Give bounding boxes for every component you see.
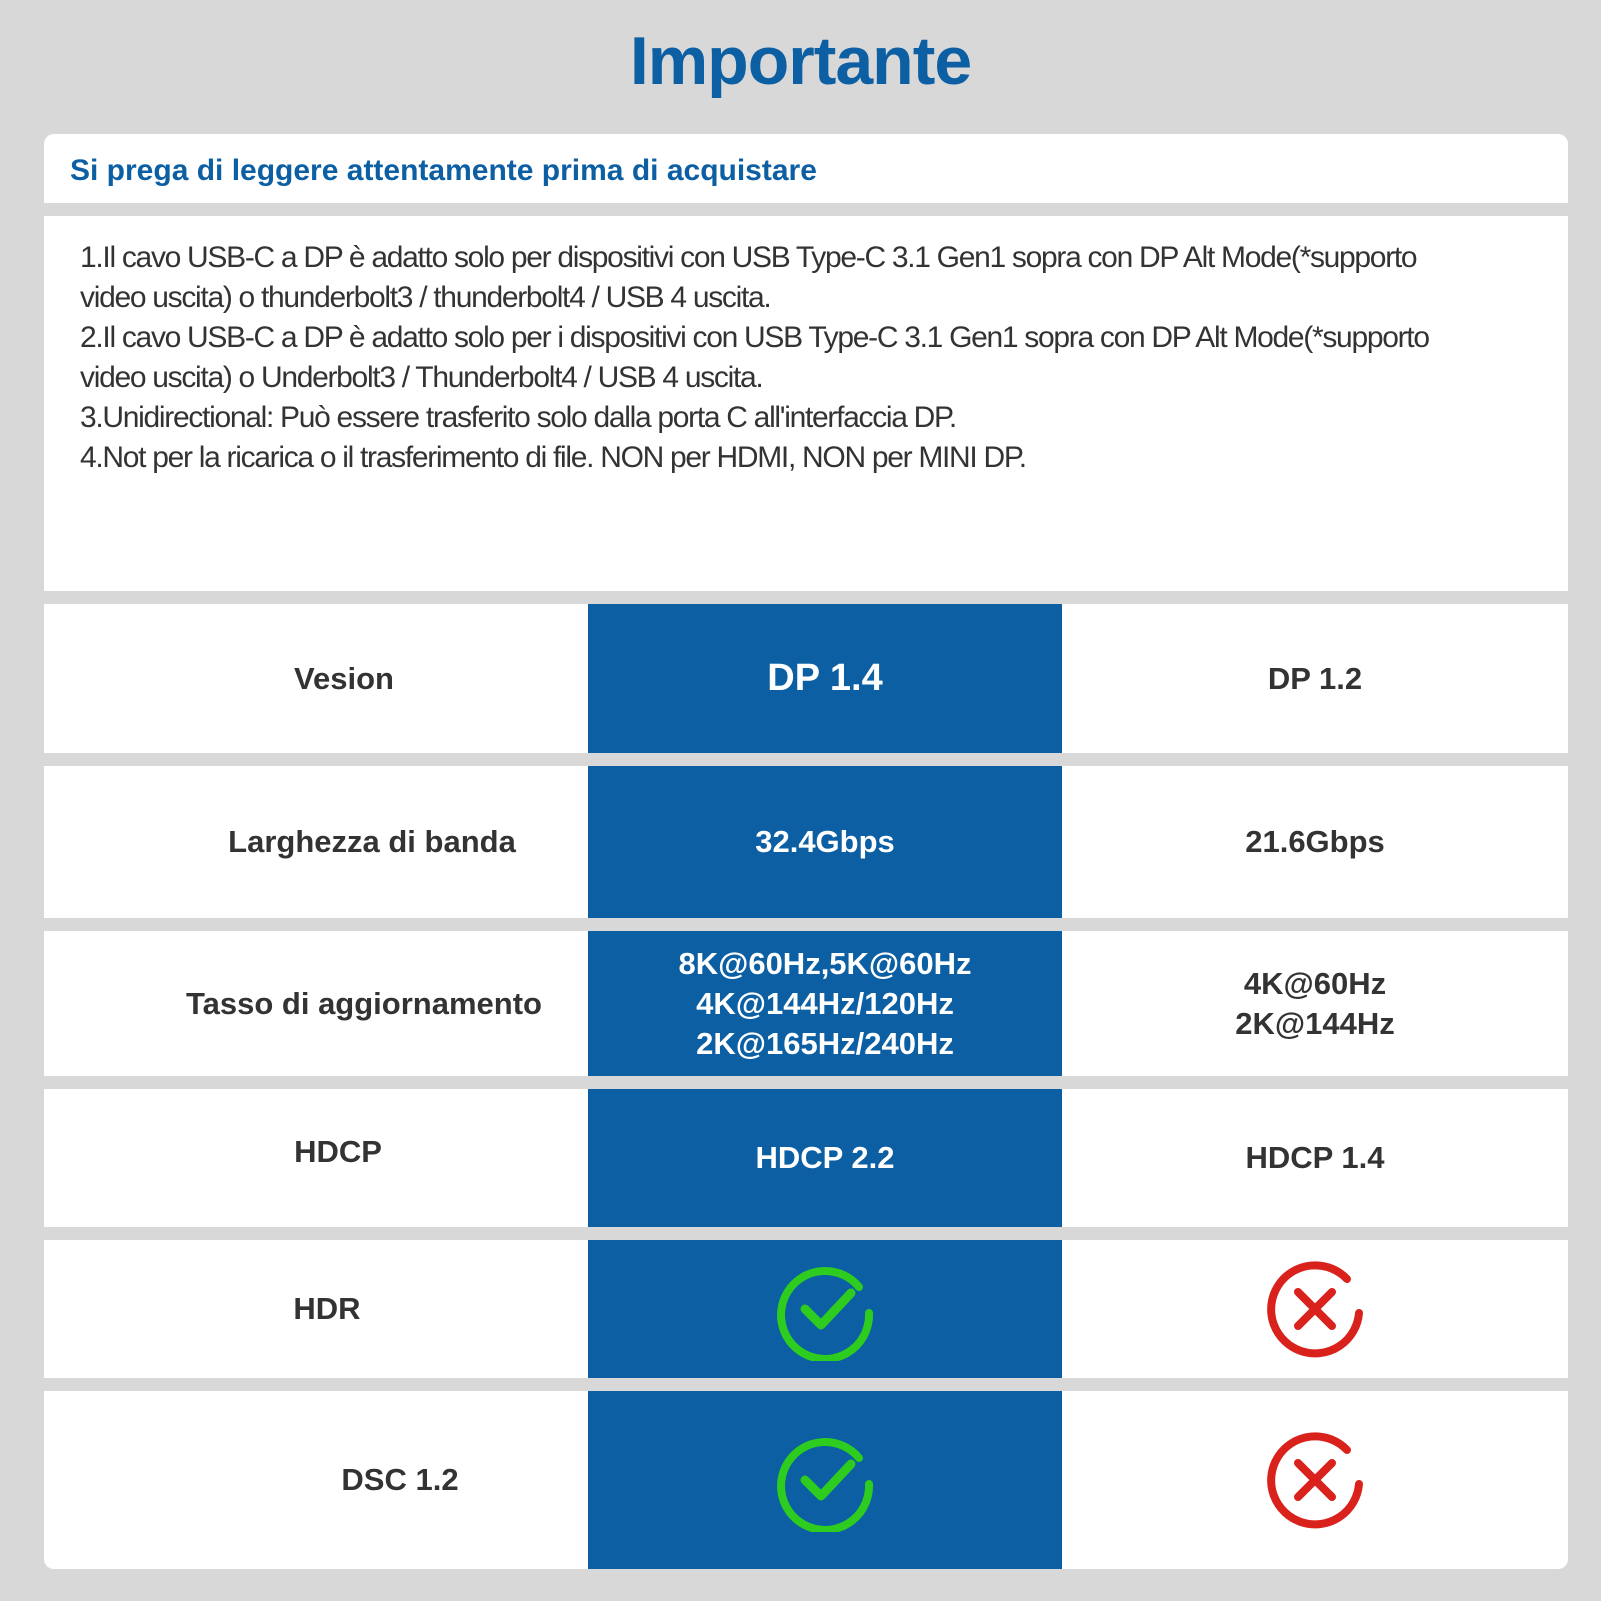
notice-line: video uscita) o thunderbolt3 / thunderbolt4 / USB 4 uscita. bbox=[80, 281, 771, 314]
dp12-header-cell bbox=[1062, 604, 1568, 753]
table-row-dsc bbox=[44, 1391, 1568, 1569]
notice-line: 1.Il cavo USB-C a DP è adatto solo per dispositivi con USB Type-C 3.1 Gen1 sopra con DP Alt Mode(*supporto bbox=[80, 241, 1417, 274]
dp14-value: 8K@60Hz,5K@60Hz bbox=[678, 945, 972, 981]
dp14-value: 4K@144Hz/120Hz bbox=[696, 985, 954, 1021]
dp14-value: HDCP 2.2 bbox=[755, 1140, 895, 1175]
dp12-value: 21.6Gbps bbox=[1245, 824, 1385, 859]
notice-heading: Si prega di leggere attentamente prima di acquistare bbox=[70, 154, 817, 187]
notice-body bbox=[44, 216, 1568, 591]
row-label: HDCP bbox=[294, 1134, 382, 1169]
notice-line: video uscita) o Underbolt3 / Thunderbolt4 / USB 4 uscita. bbox=[80, 361, 763, 394]
dp14-cell bbox=[588, 931, 1062, 1076]
notice-line: 2.Il cavo USB-C a DP è adatto solo per i dispositivi con USB Type-C 3.1 Gen1 sopra con DP Alt Mode(*supporto bbox=[80, 321, 1429, 354]
table-row-hdr bbox=[44, 1240, 1568, 1378]
row-label: HDR bbox=[293, 1291, 361, 1326]
x-circle-icon bbox=[1263, 1257, 1367, 1361]
row-label: Larghezza di banda bbox=[228, 824, 516, 859]
dp12-cell bbox=[1062, 1240, 1568, 1378]
table-row-hdcp bbox=[44, 1089, 1568, 1227]
dp14-value: 2K@165Hz/240Hz bbox=[696, 1025, 954, 1061]
table-row-refresh-rate bbox=[44, 931, 1568, 1076]
dp12-cell bbox=[1062, 1089, 1568, 1227]
dp14-cell bbox=[588, 1240, 1062, 1378]
dp12-cell bbox=[1062, 1391, 1568, 1569]
notice-line: 3.Unidirectional: Può essere trasferito solo dalla porta C all'interfaccia DP. bbox=[80, 401, 956, 434]
dp12-value: 4K@60Hz bbox=[1243, 965, 1387, 1001]
table-row-version bbox=[44, 604, 1568, 753]
row-label: Vesion bbox=[294, 660, 394, 696]
dp12-cell bbox=[1062, 931, 1568, 1076]
notice-line: 4.Not per la ricarica o il trasferimento di file. NON per HDMI, NON per MINI DP. bbox=[80, 441, 1026, 474]
dp14-value: 32.4Gbps bbox=[755, 824, 895, 859]
check-circle-icon bbox=[773, 1257, 877, 1361]
dp14-cell bbox=[588, 766, 1062, 918]
dp14-cell bbox=[588, 1089, 1062, 1227]
dp12-value: HDCP 1.4 bbox=[1245, 1140, 1385, 1175]
page-title: Importante bbox=[629, 23, 972, 99]
notice-header bbox=[44, 134, 1568, 203]
dp12-header: DP 1.2 bbox=[1267, 660, 1363, 696]
row-label: Tasso di aggiornamento bbox=[186, 985, 542, 1021]
check-circle-icon bbox=[773, 1428, 877, 1532]
x-circle-icon bbox=[1263, 1428, 1367, 1532]
dp14-cell bbox=[588, 1391, 1062, 1569]
table-row-bandwidth bbox=[44, 766, 1568, 918]
dp14-header-cell bbox=[588, 604, 1062, 753]
dp12-cell bbox=[1062, 766, 1568, 918]
row-label: DSC 1.2 bbox=[341, 1462, 459, 1497]
dp14-header: DP 1.4 bbox=[767, 657, 883, 699]
dp12-value: 2K@144Hz bbox=[1235, 1005, 1395, 1041]
